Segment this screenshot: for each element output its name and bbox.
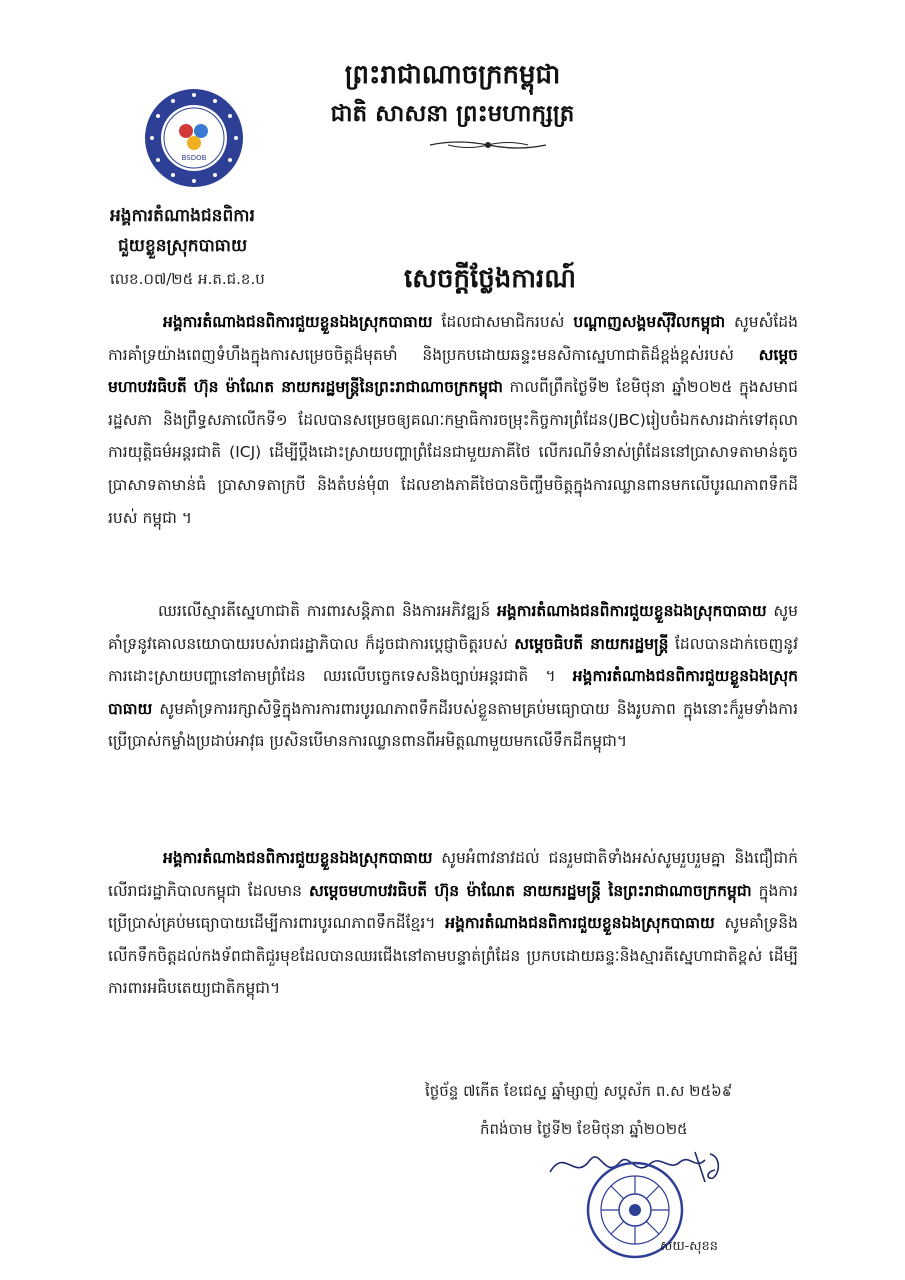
kingdom-heading: ព្រះរាជាណាចក្រកម្ពុជា (344, 60, 561, 90)
logo-text: BSDOB (181, 154, 207, 162)
p1-text-2: សូមសំដែងការគាំទ្រយ៉ាងពេញទំហឹងក្នុងការសម្រេចចិត្តដ៏មុតមាំ និងប្រកបដោយឆន្ទះមនសិកាស្នេហាជាតិដ៏ខ្ពង់ខ្ពស់របស់ (108, 313, 798, 364)
p3-text-3: សូមគាំទ្រនិងលើកទឹកចិត្តដល់កងទ័ពជាតិជួរមុខដែលបានឈរជើងនៅតាមបន្ទាត់ព្រំដែន ប្រកបដោយឆន្ទៈនិងស្មារតីស្នេហាជាតិខ្ពស់ ដើម្បីការពារអធិបតេយ្យជាតិកម្ពុជា។ (108, 914, 798, 998)
document-title: សេចក្តីថ្លែងការណ៍ (403, 264, 577, 294)
p1-text-3: កាលពីព្រឹកថ្ងៃទី២ ខែមិថុនា ឆ្នាំ២០២៥ ក្នុងសមាជរដ្ឋសភា និងព្រឹទ្ធសភាលើកទី១ ដែលបានសម្រេចឲ្យគណៈកម្មាធិការចម្រុះកិច្ចការព្រំដែន(JBC)រៀបចំឯកសារដាក់ទៅតុលាការយុត្តិធម៌អន្តរជាតិ (ICJ) ដើម្បីប្តឹងដោះស្រាយបញ្ហាព្រំដែនជាមួយភាគីថៃ លើករណីទំនាស់ព្រំដែននៅប្រាសាទតាមាន់តូច ប្រាសាទតាមាន់ធំ ប្រាសាទតាក្របី និងតំបន់មុំ៣ ដែលខាងភាគីថៃបានចិញ្ចឹមចិត្តក្នុងការឈ្លានពានមកលើបូរណភាពទឹកដីរបស់ កម្ពុជា ។ (108, 378, 798, 527)
p3-bold-2: សម្តេចមហាបវរធិបតី ហ៊ុន ម៉ាណែត នាយករដ្ឋមន្ត្រី នៃព្រះរាជាណាចក្រកម្ពុជា (308, 880, 752, 900)
p1-bold-1: អង្គការតំណាងជនពិការជួយខ្លួនឯងស្រុកបាធាយ (163, 312, 433, 331)
p2-text-4: សូមគាំទ្រការរក្សាសិទ្ធិក្នុងការការពារបូរណភាពទឹកដីរបស់ខ្លួនតាមគ្រប់មធ្យោបាយ និងរូបភាព ក្នុងនោះក៏រួមទាំងការប្រើប្រាស់កម្លាំងប្រដាប់អាវុធ ប្រសិនបើមានការឈ្លានពានពីអមិត្តណាមួយមកលើទឹកដីកម្ពុជា។ (108, 699, 798, 751)
p2-text-2: សូមគាំទ្រនូវគោលនយោបាយរបស់រាជរដ្ឋាភិបាល ក៏ដូចជាការប្តេជ្ញាចិត្តរបស់ (108, 602, 798, 653)
p3-bold-3: អង្គការតំណាងជនពិការជួយខ្លួនឯងស្រុកបាធាយ (445, 913, 715, 933)
p3-bold-1: អង្គការតំណាងជនពិការជួយខ្លួនឯងស្រុកបាធាយ (163, 848, 433, 867)
p2-text-3: ដែលបានដាក់ចេញនូវការដោះស្រាយបញ្ហានៅតាមព្រំដែន ឈរលើបច្ចេកទេសនិងច្បាប់អន្តរជាតិ ។ (108, 634, 798, 686)
organization-name-line2: ជួយខ្លួនស្រុកបាធាយ (118, 236, 248, 256)
p1-bold-2: បណ្តាញសង្គមស៊ីវិលកម្ពុជា (573, 312, 726, 331)
p3-text-2: ក្នុងការប្រើប្រាស់គ្រប់មធ្យោបាយដើម្បីការពារបូរណភាពទឹកដីខ្មែរ។ (108, 881, 798, 933)
p1-bold-3: សម្តេចមហាបវរធិបតី ហ៊ុន ម៉ាណែត នាយករដ្ឋមន្ត្រីនៃព្រះរាជាណាចក្រកម្ពុជា (108, 344, 798, 397)
p2-bold-2: សម្តេចធិបតី នាយករដ្ឋមន្ត្រី (514, 633, 669, 653)
p2-bold-3: អង្គការតំណាងជនពិការជួយខ្លួនឯងស្រុកបាធាយ (108, 666, 798, 718)
paragraph-3 (108, 842, 798, 1005)
p1-text-1: ដែលជាសមាជិករបស់ (432, 313, 574, 331)
p2-bold-1: អង្គការតំណាងជនពិការជួយខ្លួនឯងស្រុកបាធាយ (497, 601, 767, 620)
p3-text-1: សូមអំពាវនាវដល់ ជនរួមជាតិទាំងអស់សូមរួបរួមគ្នា និងជឿជាក់លើរាជរដ្ឋាភិបាលកម្ពុជា ដែលមាន (108, 849, 798, 900)
p2-text-1: ឈរលើស្មារតីស្នេហាជាតិ ការពារសន្តិភាព និងការអភិវឌ្ឍន៍ (158, 602, 498, 620)
solar-date: កំពង់ចាម ថ្ងៃទី២ ខែមិថុនា ឆ្នាំ២០២៥ (480, 1120, 688, 1138)
national-motto: ជាតិ សាសនា ព្រះមហាក្សត្រ (330, 100, 575, 127)
signer-name: សយ-សុខន (660, 1239, 719, 1254)
paragraph-2 (108, 595, 798, 758)
organization-name-line1: អង្គការតំណាងជនពិការ (110, 206, 255, 226)
reference-number: លេខ.០៧/២៥ អ.ត.ជ.ខ.ប (110, 270, 265, 288)
organization-logo-icon (143, 87, 245, 189)
divider-ornament-icon (428, 135, 548, 155)
paragraph-1 (108, 306, 798, 534)
lunar-date: ថ្ងៃច័ន្ទ ៧កើត ខែជេស្ឋ ឆ្នាំម្សាញ់ សប្តស័ក ព.ស ២៥៦៩ (425, 1082, 733, 1100)
